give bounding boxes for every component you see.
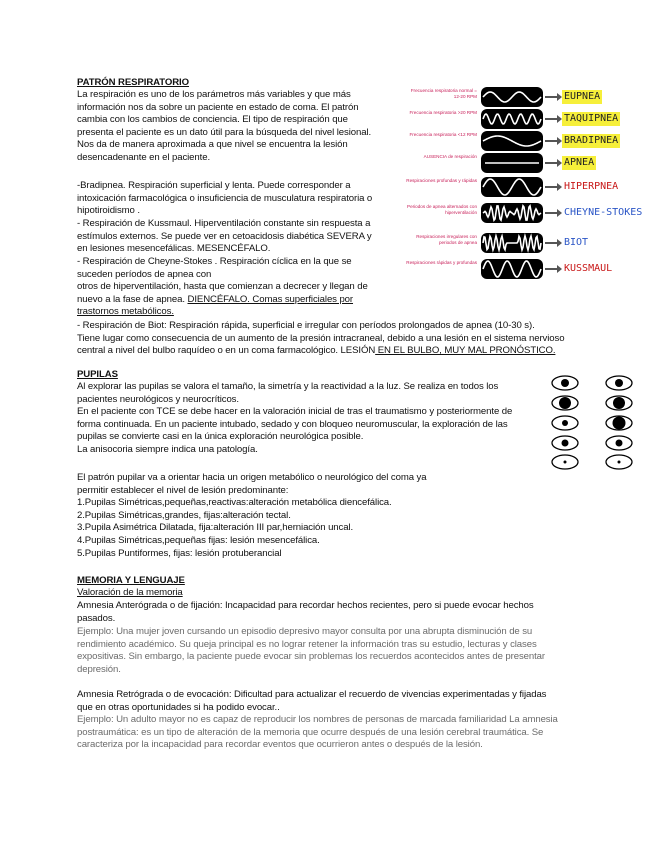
- text-line: - Respiración de Biot: Respiración rápida, superficial e irregular con períodos prolongados de apnea (10-30 s).: [77, 320, 535, 331]
- list-item: 2.Pupilas Simétricas,grandes, fijas:alteración tectal.: [77, 509, 291, 521]
- waveform-icon: [481, 233, 543, 253]
- pattern-name: APNEA: [564, 157, 595, 168]
- list-item: 4.Pupilas Simétricas,pequeñas fijas: lesión mesencefálica.: [77, 534, 320, 546]
- pupil-row-3: [547, 415, 639, 433]
- arrow-right-icon: [545, 162, 559, 164]
- text-line: Ejemplo: Una mujer joven cursando un episodio depresivo mayor consulta por una abrupta disminución de su: [77, 626, 533, 637]
- waveform-icon: [481, 109, 543, 129]
- pattern-description: Respiraciones rápidas y profundas: [406, 260, 477, 265]
- text-line: pacientes neurológicos y neurocríticos.: [77, 393, 239, 405]
- subheading-memory-assessment: Valoración de la memoria: [77, 587, 183, 598]
- pattern-row: [405, 177, 617, 197]
- text-line: En el paciente con TCE se debe hacer en la valoración inicial de tras el traumatismo y posteriormente de: [77, 406, 513, 418]
- arrow-right-icon: [545, 268, 559, 270]
- text-line: [77, 345, 597, 358]
- underlined-text: DIENCÉFALO. Comas superficiales por: [187, 293, 354, 305]
- pattern-description: Respiraciones profundas y rápidas: [406, 178, 477, 183]
- text-line: intoxicación farmacológica o insuficiencia de musculatura respiratoria o: [77, 192, 373, 204]
- text-line: expositivas. Sin embargo, la paciente puede evocar sin problemas los recuerdos acontecidos antes de presentar: [77, 651, 546, 663]
- section-heading-memory: MEMORIA Y LENGUAJE: [77, 575, 185, 586]
- underlined-text: EN EL BULBO, MUY MAL PRONÓSTICO.: [375, 345, 556, 357]
- pattern-description: Frecuencia respiratoria normal = 12-20 RPM: [410, 88, 477, 99]
- text-line: La anisocoria siempre indica una patología.: [77, 443, 258, 455]
- pattern-name: CHEYNE-STOKES: [564, 207, 643, 218]
- eye-icon: [605, 454, 633, 470]
- arrow-right-icon: [545, 118, 559, 120]
- respiratory-patterns-figure: [405, 87, 643, 292]
- text-line: pasados.: [77, 612, 116, 624]
- respiratory-intro: [77, 89, 397, 165]
- pattern-row: [405, 153, 617, 173]
- text-line: otros de hiperventilación, hasta que comienzan a decrecer y llegan de: [77, 281, 368, 293]
- text-line: desencadenante en el paciente.: [77, 151, 211, 163]
- pupil-row-1: [547, 375, 639, 393]
- pupils-intro: [77, 381, 547, 457]
- waveform-icon: [481, 153, 543, 173]
- pattern-row: [405, 109, 617, 129]
- waveform-icon: [481, 87, 543, 107]
- text-line: Nos da de manera aproximada a que nivel se encuentra la lesión: [77, 139, 348, 151]
- list-item: 1.Pupilas Simétricas,pequeñas,reactivas:alteración metabólica diencefálica.: [77, 497, 392, 509]
- text-line: Amnesia Anterógrada o de fijación: Incapacidad para recordar hechos recientes, pero si puede evocar hechos: [77, 600, 534, 611]
- eye-icon: [605, 395, 633, 411]
- eye-icon: [551, 454, 579, 470]
- pattern-row: [405, 131, 617, 151]
- text-line: Ejemplo: Un adulto mayor no es capaz de reproducir los nombres de personas de marcada familiaridad La amnesia: [77, 714, 558, 725]
- text-line: permitir establecer el nivel de lesión predominante:: [77, 484, 289, 496]
- pattern-name: TAQUIPNEA: [564, 113, 619, 124]
- text-line: Tiene lugar como consecuencia de un aumento de la presión intracraneal, debido a una lesión en el sistema nervioso: [77, 332, 565, 344]
- list-item: 5.Pupilas Puntiformes, fijas: lesión protuberancial: [77, 547, 282, 559]
- eye-icon: [605, 375, 633, 391]
- pattern-row: [405, 87, 617, 107]
- pattern-name: EUPNEA: [564, 91, 601, 102]
- text-line: en lesiones mesencefálicas. MESENCÉFALO.: [77, 243, 271, 255]
- text-line: - Respiración de Cheyne-Stokes . Respiración cíclica en la que se: [77, 256, 352, 267]
- pattern-name: HIPERPNEA: [564, 181, 619, 192]
- pattern-description: Frecuencia respiratoria <12 RPM: [409, 132, 477, 137]
- eye-icon: [551, 375, 579, 391]
- arrow-right-icon: [545, 242, 559, 244]
- text-line: estímulos externos. Se puede ver en cetoacidosis diabética SEVERA y: [77, 230, 372, 242]
- eye-icon: [551, 395, 579, 411]
- pattern-row: [405, 233, 617, 253]
- arrow-right-icon: [545, 140, 559, 142]
- kussmaul-paragraph: [77, 218, 397, 256]
- text-line: que en otras oportunidades si ha podido evocar..: [77, 701, 280, 713]
- pattern-name: KUSSMAUL: [564, 263, 613, 274]
- text-line: Amnesia Retrógrada o de evocación: Dificultad para actualizar el recuerdo de vivencias experimentadas y fijadas: [77, 689, 547, 700]
- pattern-description: Periodos de apnea alternados con hiperventilación: [407, 204, 477, 215]
- text-line: suceden períodos de apnea con: [77, 268, 212, 280]
- cheyne-stokes-paragraph: [77, 256, 397, 319]
- text-line: cambia con los cambios de conciencia. El tipo de respiración que: [77, 114, 348, 126]
- bradipnea-paragraph: [77, 180, 397, 218]
- pupil-patterns-figure: [547, 375, 639, 469]
- text-line: La respiración es uno de los parámetros más variables y que más: [77, 89, 351, 100]
- pupil-row-2: [547, 395, 639, 413]
- text-line: - Respiración de Kussmaul. Hiperventilación constante sin respuesta a: [77, 218, 371, 229]
- retrograde-example: [77, 714, 577, 752]
- section-heading-pupils: PUPILAS: [77, 369, 118, 380]
- text-line: pupilas se convierte casi en la única exploración neurológica posible.: [77, 431, 364, 443]
- pattern-name: BIOT: [564, 237, 589, 248]
- pattern-description: Respiraciones irregulares con periodos de apnea: [416, 234, 477, 245]
- arrow-right-icon: [545, 212, 559, 214]
- anterograde-paragraph: [77, 600, 577, 625]
- text-line: depresión.: [77, 663, 121, 675]
- eye-icon: [605, 435, 633, 451]
- eye-icon: [551, 415, 579, 431]
- pupil-row-5: [547, 454, 639, 472]
- waveform-icon: [481, 259, 543, 279]
- retrograde-paragraph: [77, 689, 577, 714]
- pattern-description: Frecuencia respiratoria >20 RPM: [409, 110, 477, 115]
- pupil-row-4: [547, 435, 639, 453]
- text-line: rendimiento académico. Su queja principal es no lograr retener la información tras su estudio, lecturas y clases: [77, 638, 537, 650]
- text-line: El patrón pupilar va a orientar hacia un origen metabólico o neurológico del coma ya: [77, 472, 427, 483]
- arrow-right-icon: [545, 96, 559, 98]
- text-line: presenta el paciente es un dato útil para la búsqueda del nivel lesional.: [77, 126, 372, 138]
- waveform-icon: [481, 203, 543, 223]
- pattern-row: [405, 203, 643, 223]
- text-line: caracteriza por la incapacidad para recordar eventos que ocurrieron antes o después de la lesión.: [77, 739, 483, 751]
- text-fragment: central a nivel del bulbo raquídeo o en un coma farmacológico. LESIÓN: [77, 345, 376, 357]
- waveform-icon: [481, 177, 543, 197]
- anterograde-example: [77, 626, 577, 676]
- text-line: información nos da sobre un paciente en estado de coma. El patrón: [77, 101, 359, 113]
- text-line: [77, 294, 397, 307]
- pattern-description: AUSENCIA de respiración: [423, 154, 477, 159]
- text-line: postraumática: es un tipo de alteración de la memoria que ocurre después de una lesión cerebral traumática. Se: [77, 726, 544, 738]
- text-line: -Bradipnea. Respiración superficial y lenta. Puede corresponder a: [77, 180, 351, 191]
- text-fragment: nuevo a la fase de apnea.: [77, 293, 185, 305]
- eye-icon: [551, 435, 579, 451]
- underlined-text: trastornos metabólicos.: [77, 306, 174, 318]
- pupil-pattern-list: [77, 472, 477, 560]
- text-line: forma continuada. En un paciente intubado, sedado y con bloqueo neuromuscular, la exploración de las: [77, 418, 508, 430]
- pattern-row: [405, 259, 617, 279]
- list-item: 3.Pupila Asimétrica Dilatada, fija:alteración III par,herniación uncal.: [77, 522, 354, 534]
- eye-icon: [605, 415, 633, 431]
- biot-paragraph: [77, 320, 597, 358]
- text-line: hipotiroidismo .: [77, 205, 140, 217]
- waveform-icon: [481, 131, 543, 151]
- arrow-right-icon: [545, 186, 559, 188]
- pattern-name: BRADIPNEA: [564, 135, 619, 146]
- section-heading-respiratory: PATRÓN RESPIRATORIO: [77, 77, 189, 88]
- text-line: Al explorar las pupilas se valora el tamaño, la simetría y la reactividad a la luz. Se realiza en todos los: [77, 381, 499, 392]
